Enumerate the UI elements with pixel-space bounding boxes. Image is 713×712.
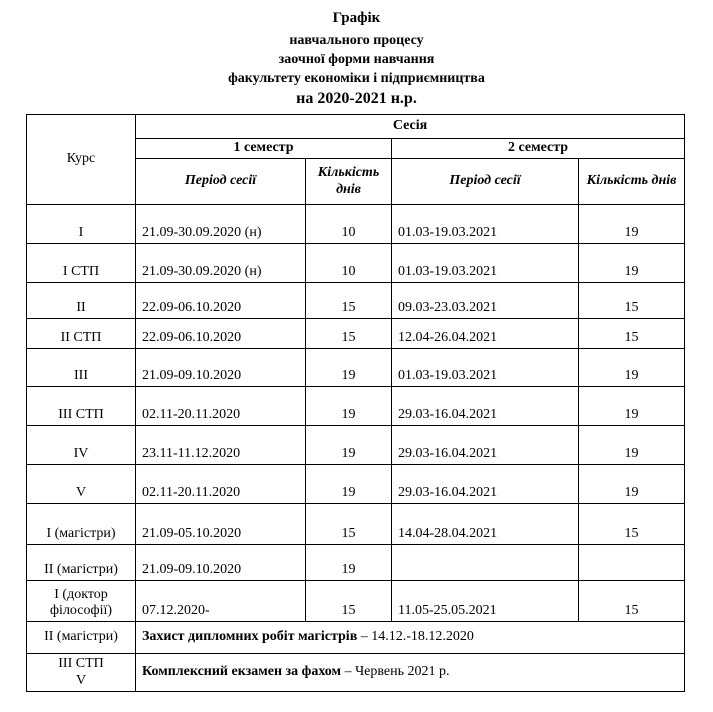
- course-line-1: III СТП: [58, 656, 104, 672]
- days-2-cell: 19: [579, 244, 685, 283]
- course-cell: I (магістри): [27, 504, 136, 545]
- period-1-cell: 21.09-09.10.2020: [136, 349, 306, 387]
- subtitle-line-2: заочної форми навчання: [278, 52, 435, 67]
- period-2-cell: 29.03-16.04.2021: [392, 387, 579, 426]
- header-semester-2: 2 семестр: [392, 139, 685, 159]
- course-cell: III СТП: [27, 387, 136, 426]
- days-1-cell: 19: [306, 465, 392, 504]
- days-2-cell: 15: [579, 581, 685, 622]
- period-1-cell: 02.11-20.11.2020: [136, 387, 306, 426]
- course-cell: I СТП: [27, 244, 136, 283]
- table-row: [27, 581, 685, 622]
- course-cell: II (магістри): [27, 622, 136, 654]
- defense-row: [27, 622, 685, 654]
- table-row: [27, 426, 685, 465]
- course-cell: IV: [27, 426, 136, 465]
- period-2-cell: 11.05-25.05.2021: [392, 581, 579, 622]
- days-2-cell: 19: [579, 387, 685, 426]
- period-1-cell: 21.09-09.10.2020: [136, 545, 306, 581]
- course-cell: II СТП: [27, 319, 136, 349]
- period-2-cell: 01.03-19.03.2021: [392, 244, 579, 283]
- days-2-cell: 19: [579, 465, 685, 504]
- header-days-2: Кількість днів: [579, 159, 685, 205]
- header-period-1: Період сесії: [136, 159, 306, 205]
- exam-cell: [136, 654, 685, 692]
- exam-label: Комплексний екзамен за фахом: [142, 664, 342, 680]
- exam-row: [27, 654, 685, 692]
- table-row: [27, 244, 685, 283]
- course-cell: [27, 654, 136, 692]
- course-cell: I (доктор філософії): [27, 581, 136, 622]
- page-title: Графік: [332, 10, 381, 26]
- period-1-cell: 02.11-20.11.2020: [136, 465, 306, 504]
- header-session: Сесія: [136, 115, 685, 139]
- days-1-cell: 15: [306, 283, 392, 319]
- period-2-cell: 12.04-26.04.2021: [392, 319, 579, 349]
- period-1-cell: 22.09-06.10.2020: [136, 319, 306, 349]
- header-days-1: Кількість днів: [306, 159, 392, 205]
- days-2-cell: 19: [579, 426, 685, 465]
- period-1-cell: 22.09-06.10.2020: [136, 283, 306, 319]
- period-2-cell: 29.03-16.04.2021: [392, 426, 579, 465]
- table-row: [27, 504, 685, 545]
- days-1-cell: 19: [306, 545, 392, 581]
- period-1-cell: 21.09-30.09.2020 (н): [136, 244, 306, 283]
- days-1-cell: 15: [306, 504, 392, 545]
- defense-label: Захист дипломних робіт магістрів: [142, 629, 358, 645]
- days-1-cell: 19: [306, 349, 392, 387]
- defense-cell: [136, 622, 685, 654]
- header-row-session: [27, 115, 685, 139]
- period-1-cell: 21.09-05.10.2020: [136, 504, 306, 545]
- period-2-cell: 01.03-19.03.2021: [392, 349, 579, 387]
- academic-year: на 2020-2021 н.р.: [296, 90, 417, 107]
- course-cell: V: [27, 465, 136, 504]
- table-row: [27, 283, 685, 319]
- table-row: [27, 319, 685, 349]
- period-1-cell: 07.12.2020-: [136, 581, 306, 622]
- course-cell: I: [27, 205, 136, 244]
- table-row: [27, 545, 685, 581]
- days-2-cell: 19: [579, 349, 685, 387]
- course-cell: II: [27, 283, 136, 319]
- course-cell: II (магістри): [27, 545, 136, 581]
- course-line-2: V: [75, 672, 87, 688]
- days-1-cell: 10: [306, 205, 392, 244]
- period-2-cell: 29.03-16.04.2021: [392, 465, 579, 504]
- table-row: [27, 349, 685, 387]
- days-1-cell: 19: [306, 426, 392, 465]
- days-1-cell: 10: [306, 244, 392, 283]
- header-semester-1: 1 семестр: [136, 139, 392, 159]
- schedule-table: [26, 114, 685, 692]
- period-2-cell: 01.03-19.03.2021: [392, 205, 579, 244]
- subtitle-line-1: навчального процесу: [289, 33, 424, 48]
- course-cell: III: [27, 349, 136, 387]
- table-row: [27, 205, 685, 244]
- days-1-cell: 15: [306, 581, 392, 622]
- table-row: [27, 387, 685, 426]
- period-2-cell: 09.03-23.03.2021: [392, 283, 579, 319]
- subtitle-line-3: факультету економіки і підприємництва: [228, 71, 485, 86]
- period-2-cell: 14.04-28.04.2021: [392, 504, 579, 545]
- days-2-cell: 15: [579, 504, 685, 545]
- table-row: [27, 465, 685, 504]
- period-1-cell: 21.09-30.09.2020 (н): [136, 205, 306, 244]
- days-1-cell: 15: [306, 319, 392, 349]
- days-1-cell: 19: [306, 387, 392, 426]
- days-2-cell: 19: [579, 205, 685, 244]
- period-2-cell: [392, 545, 579, 581]
- exam-dates: – Червень 2021 р.: [341, 664, 450, 680]
- defense-dates: – 14.12.-18.12.2020: [357, 629, 474, 645]
- header-period-2: Період сесії: [392, 159, 579, 205]
- days-2-cell: 15: [579, 319, 685, 349]
- days-2-cell: [579, 545, 685, 581]
- days-2-cell: 15: [579, 283, 685, 319]
- period-1-cell: 23.11-11.12.2020: [136, 426, 306, 465]
- header-course: Курс: [27, 115, 136, 205]
